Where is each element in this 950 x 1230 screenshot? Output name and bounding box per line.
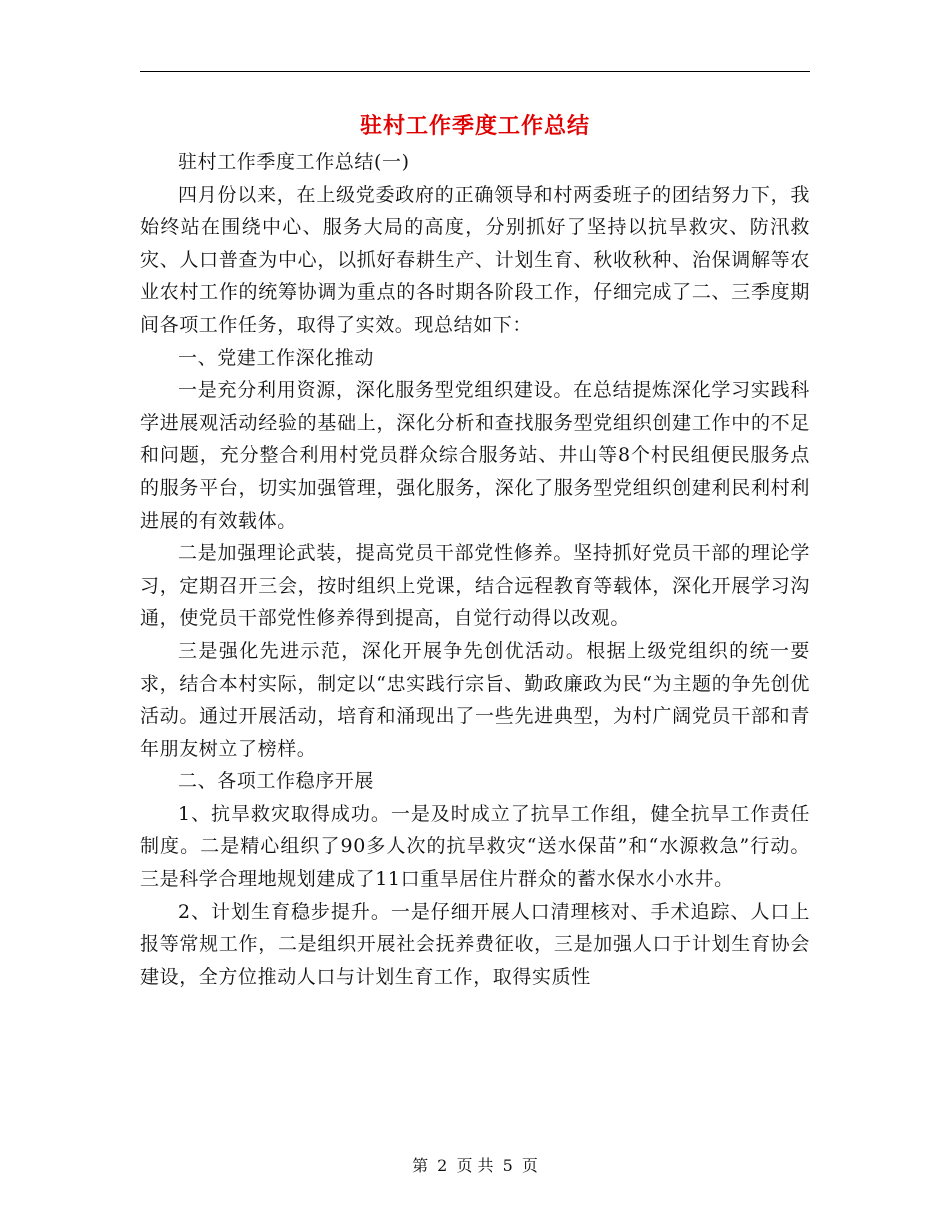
footer-current-page: 2	[437, 1156, 448, 1175]
footer-prefix: 第	[412, 1156, 429, 1175]
paragraph-party-building-2: 二是加强理论武装，提高党员干部党性修养。坚持抓好党员干部的理论学习，定期召开三会，按时组织上党课，结合远程教育等载体，深化开展学习沟通，使党员干部党性修养得到提高，自觉行动得以改观。	[140, 542, 810, 630]
paragraph-family-planning: 2、计划生育稳步提升。一是仔细开展人口清理核对、手术追踪、人口上报等常规工作，二是组织开展社会抚养费征收，三是加强人口于计划生育协会建设，全方位推动人口与计划生育工作，取得实质性	[140, 900, 810, 988]
paragraph-party-building-1: 一是充分利用资源，深化服务型党组织建设。在总结提炼深化学习实践科学进展观活动经验的基础上，深化分析和查找服务型党组织创建工作中的不足和问题，充分整合利用村党员群众综合服务站、井山等8个村民组便民服务点的服务平台，切实加强管理，强化服务，深化了服务型党组织创建利民利村利进展的有效载体。	[140, 379, 810, 532]
section-heading-work: 二、各项工作稳序开展	[178, 770, 375, 793]
page-footer	[0, 1155, 950, 1177]
paragraph-intro: 四月份以来，在上级党委政府的正确领导和村两委班子的团结努力下，我始终站在围绕中心、服务大局的高度，分别抓好了坚持以抗旱救灾、防汛救灾、人口普查为中心，以抓好春耕生产、计划生育、秋收秋种、治保调解等农业农村工作的统筹协调为重点的各时期各阶段工作，仔细完成了二、三季度期间各项工作任务，取得了实效。现总结如下：	[140, 183, 810, 336]
header-rule	[140, 71, 810, 72]
document-title: 驻村工作季度工作总结	[359, 113, 590, 139]
document-body	[140, 146, 810, 993]
footer-total-pages: 5	[502, 1156, 513, 1175]
section-heading-party-building: 一、党建工作深化推动	[178, 346, 375, 369]
paragraph-subtitle: 驻村工作季度工作总结(一)	[178, 151, 410, 173]
paragraph-drought-relief: 1、抗旱救灾取得成功。一是及时成立了抗旱工作组，健全抗旱工作责任制度。二是精心组织了90多人次的抗旱救灾“送水保苗”和“水源救急”行动。三是科学合理地规划建成了11口重旱居住片群众的蓄水保水小水井。	[140, 802, 810, 891]
footer-suffix: 页	[521, 1156, 538, 1175]
footer-mid: 页 共	[456, 1156, 494, 1175]
paragraph-party-building-3: 三是强化先进示范，深化开展争先创优活动。根据上级党组织的统一要求，结合本村实际，制定以“忠实践行宗旨、勤政廉政为民“为主题的争先创优活动。通过开展活动，培育和涌现出了一些先进典型，为村广阔党员干部和青年朋友树立了榜样。	[140, 639, 810, 760]
